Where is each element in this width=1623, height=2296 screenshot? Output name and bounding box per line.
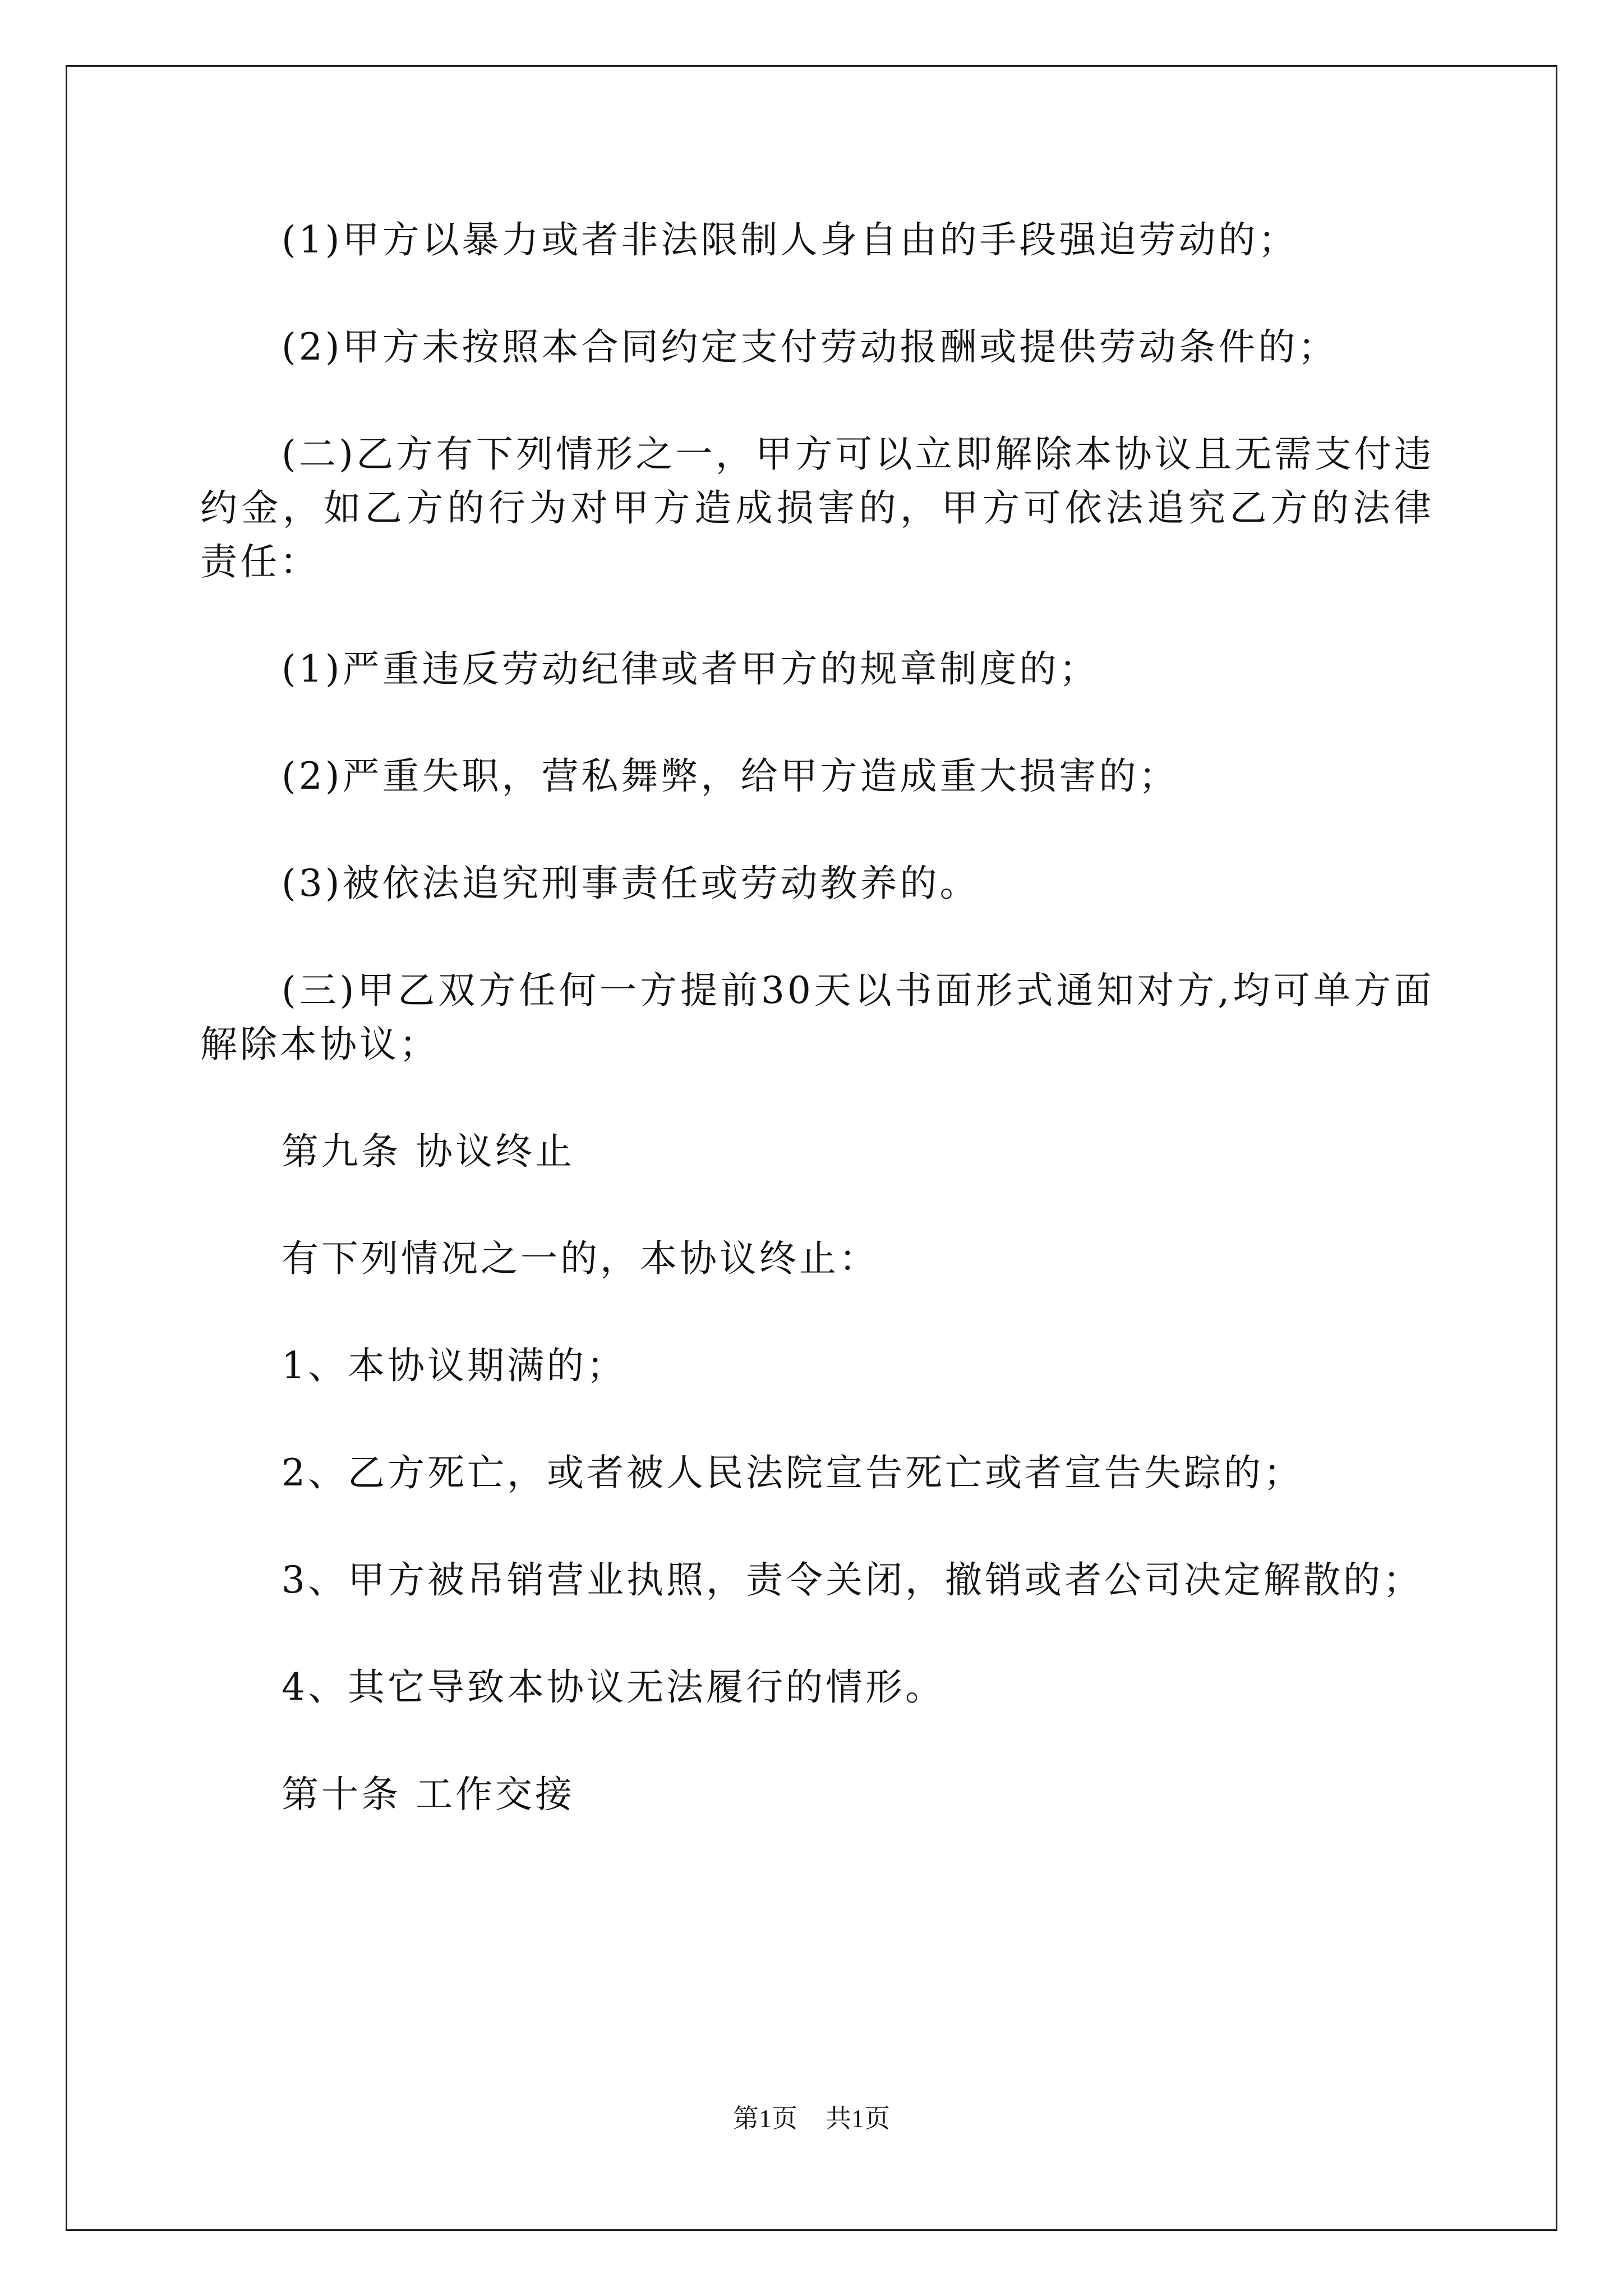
list-item: 1、本协议期满的； bbox=[282, 1344, 626, 1387]
section-heading: 第九条 协议终止 bbox=[282, 1130, 575, 1173]
paragraph: (1)严重违反劳动纪律或者甲方的规章制度的； bbox=[282, 647, 1099, 691]
page-number: 第1页 bbox=[733, 2104, 797, 2133]
paragraph: (2)严重失职，营私舞弊，给甲方造成重大损害的； bbox=[282, 754, 1179, 798]
paragraph: (三)甲乙双方任何一方提前30天以书面形式通知对方,均可单方面解除本协议； bbox=[200, 969, 1434, 1066]
paragraph: 有下列情况之一的，本协议终止： bbox=[282, 1237, 879, 1280]
paragraph: (1)甲方以暴力或者非法限制人身自由的手段强迫劳动的； bbox=[282, 218, 1298, 261]
paragraph: (二)乙方有下列情形之一，甲方可以立即解除本协议且无需支付违约金，如乙方的行为对甲方造成损害的，甲方可依法追究乙方的法律责任： bbox=[200, 432, 1434, 583]
document-body bbox=[200, 213, 1434, 1875]
section-heading: 第十条 工作交接 bbox=[282, 1773, 575, 1816]
page-footer bbox=[0, 2098, 1623, 2135]
list-item: 4、其它导致本协议无法履行的情形。 bbox=[282, 1665, 945, 1709]
list-item: 2、乙方死亡，或者被人民法院宣告死亡或者宣告失踪的； bbox=[282, 1451, 1303, 1494]
paragraph: (2)甲方未按照本合同约定支付劳动报酬或提供劳动条件的； bbox=[282, 325, 1338, 369]
paragraph: (3)被依法追究刑事责任或劳动教养的。 bbox=[282, 862, 980, 905]
list-item: 3、甲方被吊销营业执照，责令关闭，撤销或者公司决定解散的； bbox=[282, 1558, 1423, 1602]
page-total: 共1页 bbox=[826, 2104, 890, 2133]
